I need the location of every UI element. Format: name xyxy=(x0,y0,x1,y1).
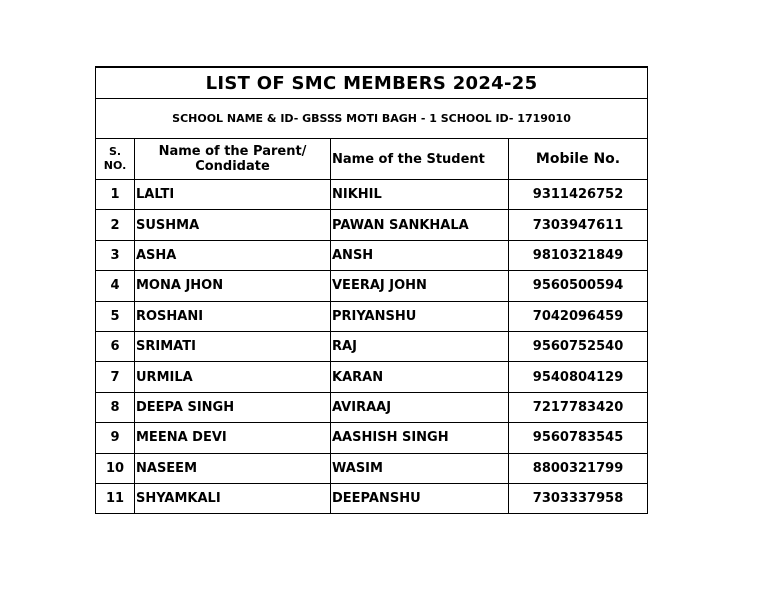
row-mobile-number: 8800321799 xyxy=(509,453,648,483)
row-sno: 10 xyxy=(96,453,135,483)
row-sno: 3 xyxy=(96,240,135,270)
row-parent-name: SHYAMKALI xyxy=(135,483,331,513)
header-student: Name of the Student xyxy=(331,139,509,180)
row-sno: 9 xyxy=(96,423,135,453)
row-student-name: VEERAJ JOHN xyxy=(331,271,509,301)
row-mobile-number: 9810321849 xyxy=(509,240,648,270)
table-row xyxy=(96,180,648,210)
row-sno: 6 xyxy=(96,331,135,361)
header-mobile: Mobile No. xyxy=(509,139,648,180)
row-sno: 4 xyxy=(96,271,135,301)
table-row xyxy=(96,362,648,392)
row-parent-name: LALTI xyxy=(135,180,331,210)
row-mobile-number: 9311426752 xyxy=(509,180,648,210)
row-mobile-number: 9560500594 xyxy=(509,271,648,301)
header-parent: Name of the Parent/ Condidate xyxy=(135,139,331,180)
row-parent-name: ROSHANI xyxy=(135,301,331,331)
row-student-name: AVIRAAJ xyxy=(331,392,509,422)
header-sno: S. NO. xyxy=(96,139,135,180)
row-sno: 2 xyxy=(96,210,135,240)
school-name-id: SCHOOL NAME & ID- GBSSS MOTI BAGH - 1 SCHOOL ID- 1719010 xyxy=(96,99,648,139)
row-sno: 7 xyxy=(96,362,135,392)
row-student-name: AASHISH SINGH xyxy=(331,423,509,453)
row-parent-name: NASEEM xyxy=(135,453,331,483)
row-parent-name: SUSHMA xyxy=(135,210,331,240)
table-row xyxy=(96,423,648,453)
row-parent-name: MONA JHON xyxy=(135,271,331,301)
row-parent-name: MEENA DEVI xyxy=(135,423,331,453)
row-parent-name: DEEPA SINGH xyxy=(135,392,331,422)
row-sno: 8 xyxy=(96,392,135,422)
row-mobile-number: 7303337958 xyxy=(509,483,648,513)
row-parent-name: SRIMATI xyxy=(135,331,331,361)
row-student-name: PAWAN SANKHALA xyxy=(331,210,509,240)
row-student-name: NIKHIL xyxy=(331,180,509,210)
school-row xyxy=(96,99,648,139)
row-mobile-number: 9560783545 xyxy=(509,423,648,453)
table-row xyxy=(96,240,648,270)
row-sno: 5 xyxy=(96,301,135,331)
table-row xyxy=(96,210,648,240)
row-parent-name: ASHA xyxy=(135,240,331,270)
row-sno: 1 xyxy=(96,180,135,210)
title-row xyxy=(96,67,648,99)
table-row xyxy=(96,483,648,513)
row-mobile-number: 7042096459 xyxy=(509,301,648,331)
row-sno: 11 xyxy=(96,483,135,513)
table-row xyxy=(96,453,648,483)
row-student-name: ANSH xyxy=(331,240,509,270)
row-student-name: KARAN xyxy=(331,362,509,392)
row-parent-name: URMILA xyxy=(135,362,331,392)
row-mobile-number: 9560752540 xyxy=(509,331,648,361)
table-row xyxy=(96,271,648,301)
row-student-name: PRIYANSHU xyxy=(331,301,509,331)
document-title: LIST OF SMC MEMBERS 2024-25 xyxy=(96,67,648,99)
row-student-name: WASIM xyxy=(331,453,509,483)
row-student-name: DEEPANSHU xyxy=(331,483,509,513)
table-row xyxy=(96,392,648,422)
table-row xyxy=(96,301,648,331)
table-row xyxy=(96,331,648,361)
row-student-name: RAJ xyxy=(331,331,509,361)
row-mobile-number: 7303947611 xyxy=(509,210,648,240)
smc-members-table xyxy=(95,66,648,514)
row-mobile-number: 7217783420 xyxy=(509,392,648,422)
row-mobile-number: 9540804129 xyxy=(509,362,648,392)
header-row xyxy=(96,139,648,180)
